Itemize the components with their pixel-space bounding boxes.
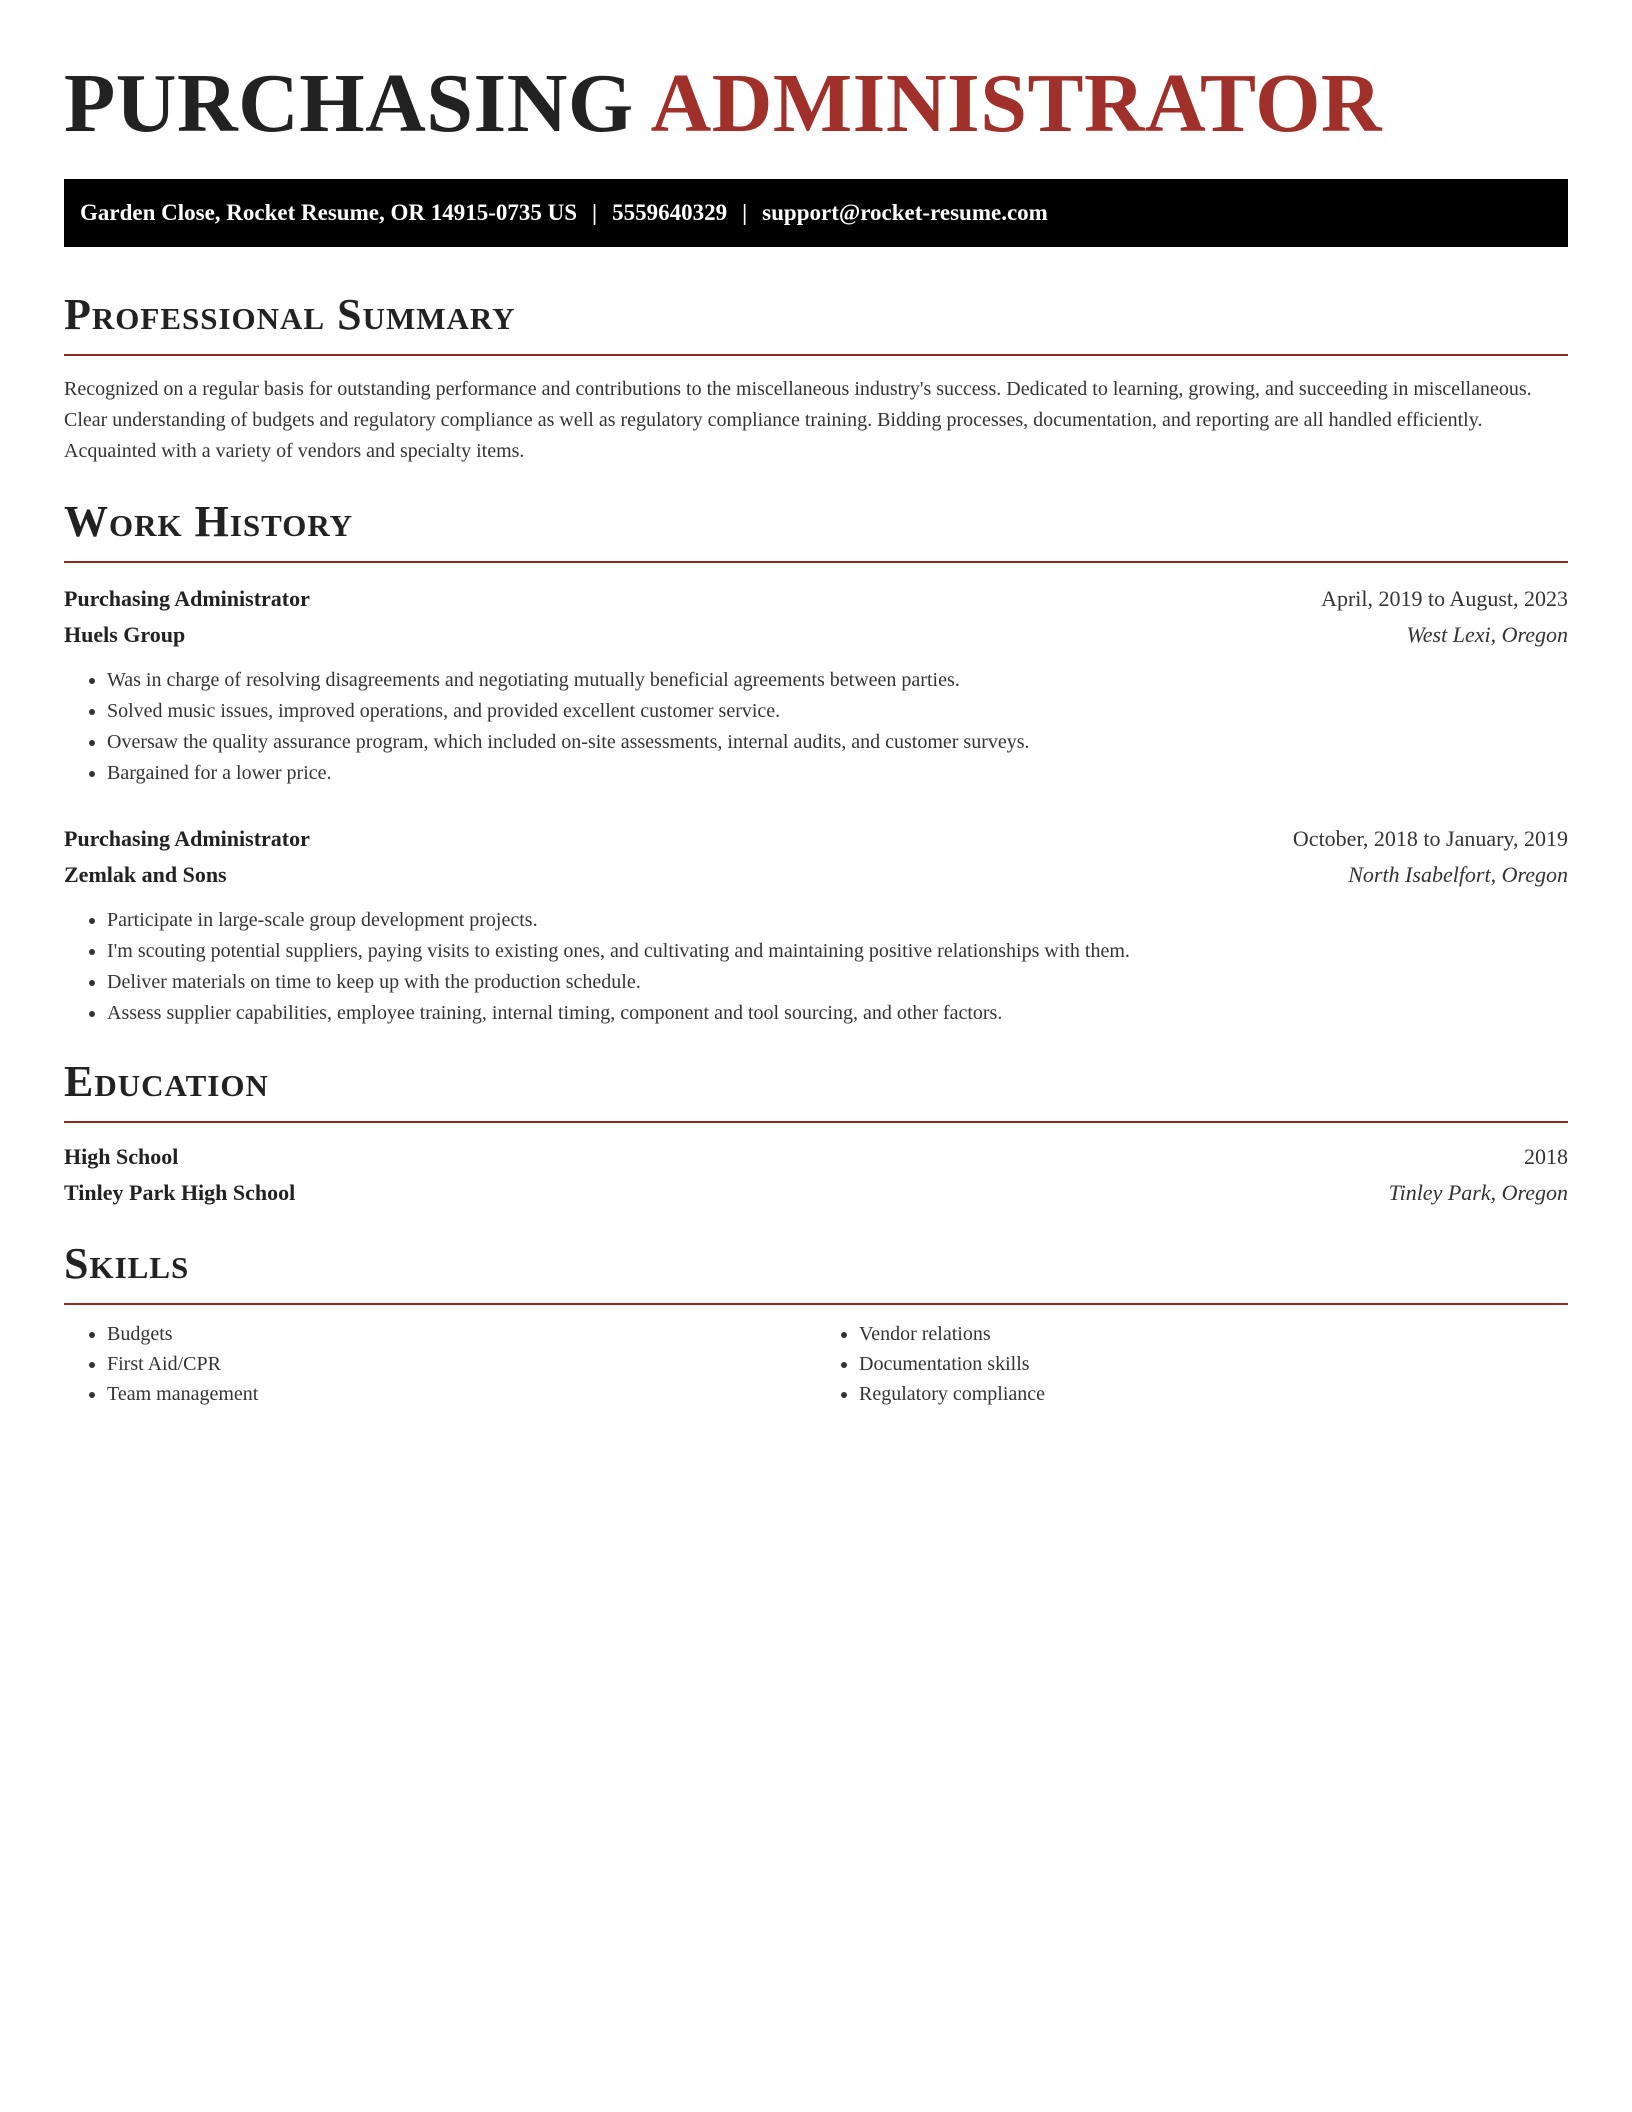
job-bullet: • Assess supplier capabilities, employee training, internal timing, component and tool sourcing, and other factors. [107, 998, 1568, 1029]
education-year: 2018 [1524, 1144, 1568, 1169]
job-entry [64, 581, 1568, 789]
contact-separator: | [592, 200, 598, 225]
job-bullet: • Participate in large-scale group development projects. [107, 905, 1568, 936]
job-bullet: • Deliver materials on time to keep up with the production schedule. [107, 967, 1568, 998]
contact-email: support@rocket-resume.com [762, 200, 1048, 225]
education-school: Tinley Park High School [64, 1180, 296, 1205]
skills-list-left [64, 1319, 816, 1409]
skill-item: • Documentation skills [859, 1349, 1568, 1379]
contact-address: Garden Close, Rocket Resume, OR 14915-0735 US [80, 200, 578, 225]
section-divider [64, 1303, 1568, 1305]
job-bullet: • Solved music issues, improved operations, and provided excellent customer service. [107, 696, 1568, 727]
section-divider [64, 1121, 1568, 1123]
education-heading: Education [64, 1057, 269, 1106]
job-bullet: • Bargained for a lower price. [107, 758, 1568, 789]
skills-heading: Skills [64, 1239, 190, 1288]
job-dates: October, 2018 to January, 2019 [1292, 826, 1568, 851]
skill-item: • Regulatory compliance [859, 1379, 1568, 1409]
name-first: PURCHASING [64, 57, 634, 150]
job-role: Purchasing Administrator [64, 826, 310, 851]
work-history-heading: Work History [64, 497, 354, 546]
job-entry [64, 821, 1568, 1029]
job-bullet: • Was in charge of resolving disagreements and negotiating mutually beneficial agreements between parties. [107, 665, 1568, 696]
education-section [64, 1057, 1568, 1211]
contact-phone: 5559640329 [612, 200, 728, 225]
summary-section [64, 290, 1568, 467]
job-location: West Lexi, Oregon [1406, 622, 1568, 647]
resume-name [64, 0, 1568, 152]
work-history-section [64, 497, 1568, 1029]
job-company: Zemlak and Sons [64, 862, 227, 887]
job-bullets [64, 905, 1568, 1029]
skill-item: • Budgets [107, 1319, 816, 1349]
skill-item: • Vendor relations [859, 1319, 1568, 1349]
section-divider [64, 354, 1568, 356]
contact-bar [64, 179, 1568, 247]
section-divider [64, 561, 1568, 563]
job-bullet: • I'm scouting potential suppliers, paying visits to existing ones, and cultivating and maintaining positive relationships with them. [107, 936, 1568, 967]
skills-section [64, 1239, 1568, 1409]
education-location: Tinley Park, Oregon [1388, 1180, 1568, 1205]
job-company: Huels Group [64, 622, 186, 647]
contact-separator: | [742, 200, 748, 225]
education-degree: High School [64, 1144, 179, 1169]
skills-list-right [816, 1319, 1568, 1409]
education-entry [64, 1139, 1568, 1211]
summary-text: Recognized on a regular basis for outstanding performance and contributions to the miscellaneous industry's success. Dedicated to learning, growing, and succeeding in miscellaneous. Clear understanding of budgets and regulatory compliance as well as regulatory compliance training. Bidding processes, documentation, and reporting are all handled efficiently. Acquainted with a variety of vendors and specialty items. [64, 378, 1532, 462]
skill-item: • First Aid/CPR [107, 1349, 816, 1379]
job-bullet: • Oversaw the quality assurance program, which included on-site assessments, internal audits, and customer surveys. [107, 727, 1568, 758]
name-last: ADMINISTRATOR [650, 57, 1383, 150]
job-role: Purchasing Administrator [64, 586, 310, 611]
skills-columns [64, 1319, 1568, 1409]
summary-heading: Professional Summary [64, 290, 516, 339]
job-location: North Isabelfort, Oregon [1348, 862, 1568, 887]
skill-item: • Team management [107, 1379, 816, 1409]
job-dates: April, 2019 to August, 2023 [1321, 586, 1568, 611]
job-bullets [64, 665, 1568, 789]
